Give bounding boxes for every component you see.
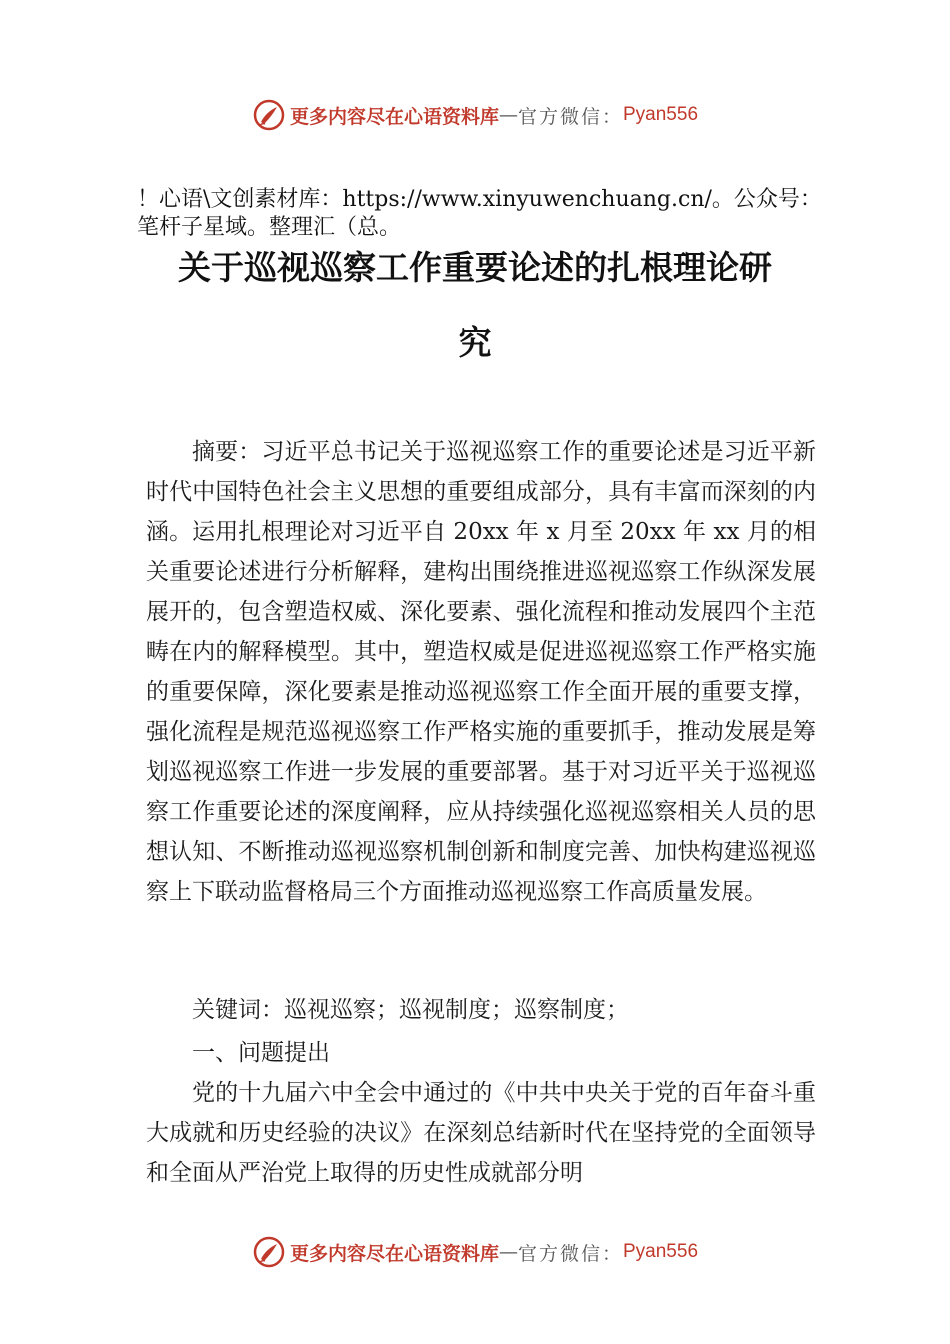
footer-separator: — (498, 1241, 518, 1263)
keywords-line: 关键词：巡视巡察；巡视制度；巡察制度； (192, 997, 629, 1023)
banner-wechat-id: Pyan556 (623, 104, 699, 125)
abstract-paragraph: 摘要：习近平总书记关于巡视巡察工作的重要论述是习近平新时代中国特色社会主义思想的重要组成部分，具有丰富而深刻的内涵。运用扎根理论对习近平自 20xx 年 x 月至 20xx 年 xx 月的相关重要论述进行分析解释，建构出围绕推进巡视巡察工作纵深发展展开的，包含塑造权威、深化要素、强化流程和推动发展四个主范畴在内的解释模型。其中，塑造权威是促进巡视巡察工作严格实施的重要保障，深化要素是推动巡视巡察工作全面开展的重要支撑，强化流程是规范巡视巡察工作严格实施的重要抓手，推动发展是筹划巡视巡察工作进一步发展的重要部署。基于对习近平关于巡视巡察工作重要论述的深度阐释，应从持续强化巡视巡察相关人员的思想认知、不断推动巡视巡察机制创新和制度完善、加快构建巡视巡察上下联动监督格局三个方面推动巡视巡察工作高质量发展。 (146, 439, 816, 905)
footer-banner (0, 1232, 950, 1272)
footer-brand-text: 更多内容尽在心语资料库 (289, 1242, 499, 1265)
brush-logo-icon (252, 1235, 286, 1269)
footer-wechat-label: 官方微信： (517, 1242, 623, 1265)
footer-wechat-id: Pyan556 (623, 1241, 699, 1262)
brush-logo-icon (252, 98, 286, 132)
banner-brand-text: 更多内容尽在心语资料库 (289, 105, 499, 128)
source-note: ！心语\文创素材库：https://www.xinyuwenchuang.cn/。公众号：笔杆子星域。整理汇（总。 (137, 187, 822, 240)
header-banner (0, 95, 950, 135)
section-heading: 一、问题提出 (192, 1040, 330, 1066)
doc-title-line-1: 关于巡视巡察工作重要论述的扎根理论研 (178, 248, 772, 287)
abstract-block (146, 432, 816, 912)
body-paragraph-block (146, 1073, 816, 1193)
banner-wechat-label: 官方微信： (517, 105, 623, 128)
keywords-block (146, 990, 816, 1030)
section-heading-block (146, 1033, 816, 1073)
banner-separator: — (498, 104, 518, 126)
doc-title-line-2: 究 (458, 323, 492, 362)
body-paragraph: 党的十九届六中全会中通过的《中共中央关于党的百年奋斗重大成就和历史经验的决议》在深刻总结新时代在坚持党的全面领导和全面从严治党上取得的历史性成就部分明 (146, 1080, 816, 1186)
